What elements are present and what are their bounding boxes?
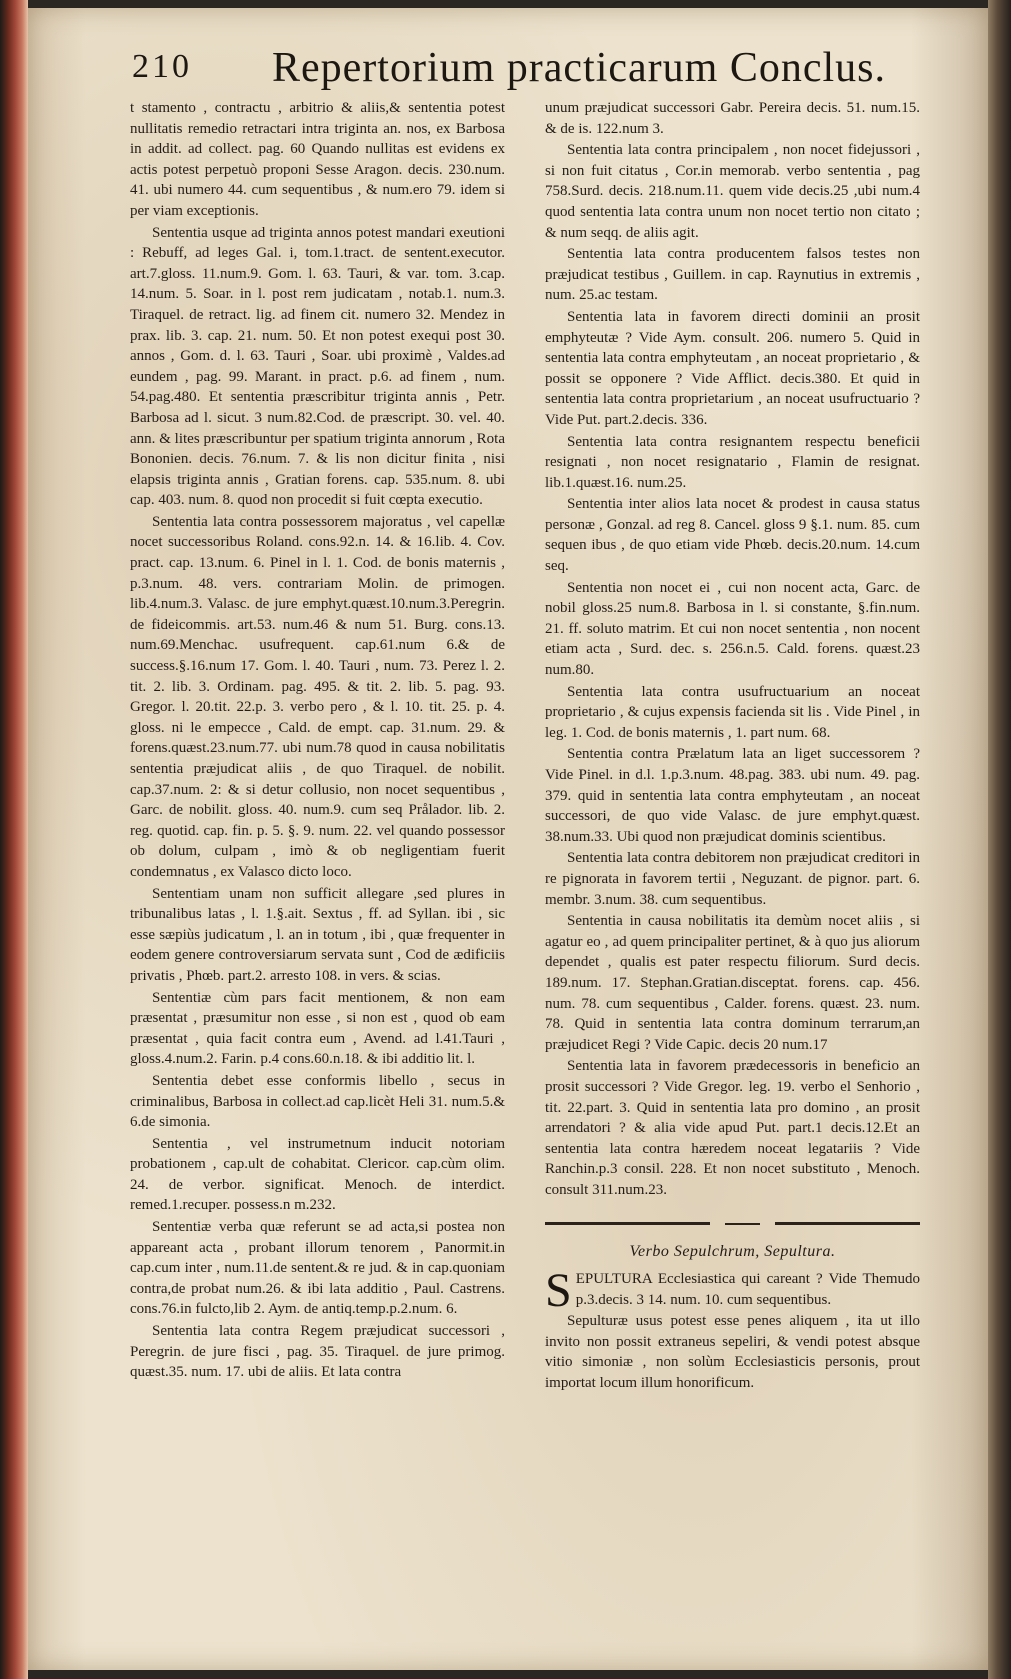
right-column [545,98,920,1395]
paragraph: Sententiæ verba quæ referunt se ad acta,si postea non appareant acta , probant illorum tenorem , Panormit.in cap.cum inter , num.11.de sentent.& re jud. & in cap.quoniam contra,de probat num.26. & ibi lata additio , Paul. Castrens. cons.76.in fulcto,lib 2. Aym. de antiq.temp.p.2.num. 6. [130,1219,505,1318]
paragraph: Sententia usque ad triginta annos potest mandari exeutioni : Rebuff, ad leges Gal. i, tom.1.tract. de sentent.executor. art.7.gloss. 11.num.9. Gom. l. 63. Tauri, & var. tom. 3.cap. 14.num. 5. Soar. in l. post rem judicatam , notab.1. num.3. Tiraquel. de retract. lig. ad finem cit. numero 32. Mendez in prax. lib. 3. cap. 21. num. 50. Et non potest exequi post 30. annos , Gom. d. l. 63. Tauri , Soar. ubi proximè , Valdes.ad eundem , pag. 99. Marant. in pract. p.6. ad finem , num. 54.pag.480. Et sententia præscribitur triginta annis , Petr. Barbosa ad l. sicut. 3 num.82.Cod. de præscript. 30. vel. 40. ann. & lites præscribuntur per spatium triginta annorum , Rota Bononien. decis. 76.num. 7. & lis non dicitur finita , nisi elapsis triginta annis , Gratian forens. cap. 535.num. 8. ubi cap. 403. num. 8. quod non procedit si fuit cœpta executio. [130,224,505,509]
paragraph: Sententia lata contra debitorem non præjudicat creditori in re pignorata in favorem tertii , Neguzant. de pignor. part. 6. membr. 3.num. 38. cum sequentibus. [545,850,920,908]
paragraph: t stamento , contractu , arbitrio & aliis,& sententia potest nullitatis remedio retractari intra triginta an. nos, ex Barbosa in addit. ad collect. pag. 60 Quando nullitas est evidens ex actis potest perpetuò proponi Sesse Aragon. decis. 230.num. 41. ubi numero 44. cum sequentibus , & num.ero 79. idem si per viam exceptionis. [130,100,505,219]
paragraph: Sententia lata contra principalem , non nocet fidejussori , si non fuit citatus , Cor.in memorab. verbo sententia , pag 758.Surd. decis. 218.num.11. quem vide decis.25 ,ubi num.4 quod sententia lata contra unum non nocet tertio non citato ; & num seqq. de aliis agit. [545,142,920,241]
book-spine [0,0,28,1679]
section-first-paragraph [545,1264,920,1318]
page-number: 210 [132,48,192,85]
paragraph: Sententia lata in favorem prædecessoris in beneficio an prosit successori ? Vide Gregor. leg. 19. verbo el Senhorio , tit. 22.part. 3. Quid in sententia lata pro domino , an prosit arrendatori ? & alia vide apud Put. part.1 decis.12.Et an sententia lata contra hæredem noceat legatariis ? Vide Ranchin.p.3 consil. 228. Et non nocet substituto , Menoch. consult 311.num.23. [545,1058,920,1198]
section-first-text: EPULTURA Ecclesiastica qui careant ? Vide Themudo p.3.decis. 3 14. num. 10. cum sequentibus. [575,1271,920,1308]
paragraph: Sententia lata contra producentem falsos testes non præjudicat testibus , Guillem. in cap. Raynutius in extremis , num. 25.ac testam. [545,246,920,304]
paragraph: Sententia debet esse conformis libello , secus in criminalibus, Barbosa in collect.ad cap.licèt Heli 31. num.5.& 6.de simonia. [130,1072,505,1131]
paragraph: Sententia lata in favorem directi dominii an prosit emphyteutæ ? Vide Aym. consult. 206. numero 5. Quid in sententia lata contra emphyteutam , an noceat proprietario , & possit se opponere ? Vide Afflict. decis.380. Et quid in sententia lata contra proprietarium , an noceat usufructuario ? Vide Put. part.2.decis. 336. [545,308,920,428]
drop-cap: S [545,1264,572,1318]
paragraph: Sententia lata contra Regem præjudicat successori , Peregrin. de jure fisci , pag. 35. Tiraquel. de jure primog. quæst.35. num. 17. ubi de aliis. Et lata contra [130,1323,505,1381]
paragraph: Sententiam unam non sufficit allegare ,sed plures in tribunalibus latas , l. 1.§.ait. Sextus , ff. ad Syllan. ibi , sic esse sæpiùs judicatum , l. an in totum , ibi , quæ frequenter in eodem genere controversiarum servata sunt , Cod de ædificiis privatis , Phœb. part.2. arresto 108. in vers. & scias. [130,885,505,984]
paragraph: Sepulturæ usus potest esse penes aliquem , ita ut illo invito non possit extraneus sepeliri, & vendi potest absque vitio simoniæ , non solùm Ecclesiasticis personis, prout importat locum illum honorificum. [545,1313,920,1392]
paragraph: Sententia non nocet ei , cui non nocent acta, Garc. de nobil gloss.25 num.8. Barbosa in l. si constante, §.fin.num. 21. ff. soluto matrim. Et cui non nocet sententia , non nocent etiam acta , Surd. dec. s. 256.n.5. Cald. forens. quæst.23 num.80. [545,579,920,679]
paragraph: Sententia in causa nobilitatis ita demùm nocet aliis , si agatur eo , ad quem principaliter pertinet, & à quo jus aliorum dependet , qualis est pater respectu filiorum. Surd decis. 189.num. 17. Stephan.Gratian.disceptat. forens. cap. 456. num. 78. cum sequentibus , Calder. forens. quæst. 23. num. 78. Quid in sententia lata contra dominum terrarum,an præjudicet Regi ? Vide Capic. decis 20 num.17 [545,913,920,1053]
left-column [130,98,505,1384]
paragraph: Sententia contra Prælatum lata an liget successorem ? Vide Pinel. in d.l. 1.p.3.num. 48.pag. 383. ubi num. 49. pag. 379. quid in sententia lata contra emphyteutam , an noceat successori, de quo vide Valasc. de jure emphyt.quæst. 38.num.33. Ubi quod non præjudicat dominis scientibus. [545,746,920,845]
paragraph: Sententia inter alios lata nocet & prodest in causa status personæ , Gonzal. ad reg 8. Cancel. gloss 9 §.1. num. 85. cum sequen ibus , de quo etiam vide Phœb. decis.20.num. 14.cum seq. [545,496,920,575]
section-divider [545,1218,920,1232]
paragraph: Sententia , vel instrumetnum inducit notoriam probationem , cap.ult de cohabitat. Clericor. cap.cùm olim. 24. de verbor. significat. Menoch. de interdict. remed.1.recuper. possess.n m.232. [130,1135,505,1214]
paragraph: Sententia lata contra possessorem majoratus , vel capellæ nocet successoribus Roland. cons.92.n. 14. & 16.lib. 4. Cov. pract. cap. 13.num. 6. Pinel in l. 1. Cod. de bonis maternis , p.3.num. 48. vers. contrariam Molin. de primogen. lib.4.num.3. Valasc. de jure emphyt.quæst.10.num.3.Peregrin. de fideicommis. art.53. num.46 & num 51. Burg. cons.13. num.69.Menchac. usufrequent. cap.61.num 6.& de success.§.16.num 17. Gom. l. 40. Tauri , num. 73. Perez l. 2. tit. 2. lib. 3. Ordinam. pag. 495. & tit. 2. lib. 5. pag. 93. Gregor. l. 20.tit. 22.p. 3. verbo pero , & l. 10. tit. 25. p. 4. gloss. ni le empecce , Cald. de empt. cap. 31.num. 29. & forens.quæst.23.num.77. ubi num.78 quod in causa nobilitatis sententia præjudicat aliis , de quo Tiraquel. de nobilit. cap.37.num. 2: & si detur collusio, non nocet sequentibus , Garc. de nobilit. gloss. 40. num.9. cum seq Prålador. lib. 2. reg. quotid. cap. fin. p. 5. §. 9. num. 22. vel quando possessor ob dolum, culpam , imò & ob negligentiam fuerit condemnatus , ex Valasco dicto loco. [130,513,505,880]
running-title: Repertorium practicarum Conclus. [272,45,886,91]
page-edge [988,0,1011,1679]
paragraph: unum præjudicat successori Gabr. Pereira decis. 51. num.15. & de is. 122.num 3. [545,100,920,137]
paragraph: Sententia lata contra usufructuarium an noceat proprietario , & cujus expensis facienda sit lis . Vide Pinel , in leg. 1. Cod. de bonis maternis , 1. part num. 68. [545,683,920,741]
section-heading: Verbo Sepulchrum, Sepultura. [629,1243,836,1261]
paragraph: Sententiæ cùm pars facit mentionem, & non eam præsentat , præsumitur non esse , si non est , quod ob eam præsentat , quia facit contra eum , Avend. ad l.41.Tauri , gloss.4.num.2. Farin. p.4 cons.60.n.18. & ibi additio lit. l. [130,989,505,1068]
paragraph: Sententia lata contra resignantem respectu beneficii resignati , non nocet resignatario , Flamin de resignat. lib.1.quæst.16. num.25. [545,433,920,491]
